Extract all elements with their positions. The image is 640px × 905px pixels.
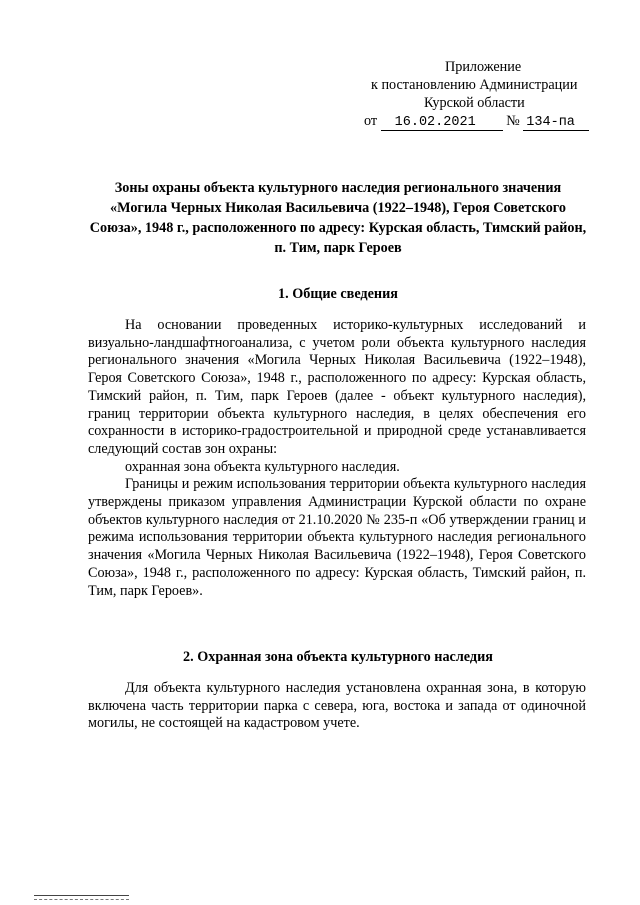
decree-date: 16.02.2021 (381, 115, 503, 131)
appendix-header (340, 58, 590, 131)
appendix-label: Приложение (445, 59, 522, 75)
paragraph: Границы и режим использования территории объекта культурного наследия утверждены приказом управления Администрации Курской области по охране объектов культурного наследия от 21.10.2020 № 235-п «Об утверждении границ и режима использования территории объекта культурного наследия регионального значения «Могила Черных Николая Васильевича (1922–1948), Героя Советского Союза», 1948 г., расположенного по адресу: Курская область, Тимский район, п. Тим, парк Героев». (88, 476, 586, 599)
section-2-body (88, 680, 586, 733)
date-prefix: от (364, 113, 378, 129)
appendix-decree-line: к постановлению Администрации (371, 77, 578, 93)
appendix-date-number-line (340, 112, 590, 131)
section-1-body (88, 317, 586, 600)
decree-number: 134-па (523, 115, 589, 131)
paragraph: Для объекта культурного наследия установлена охранная зона, в которую включена часть территории парка с севера, юга, востока и запада от одиночной могилы, не состоящей на кадастровом учете. (88, 680, 586, 732)
paragraph: охранная зона объекта культурного наследия. (125, 458, 400, 475)
section-1-heading: 1. Общие сведения (278, 286, 398, 302)
document-title: Зоны охраны объекта культурного наследия регионального значения «Могила Черных Николая Васильевича (1922–1948), Героя Советского Союза», 1948 г., расположенного по адресу: Курская область, Тимский район, п. Тим, парк Героев (89, 180, 587, 256)
number-prefix: № (506, 113, 520, 129)
footer-separator (34, 895, 129, 900)
appendix-region-line: Курской области (424, 95, 525, 111)
section-2-heading: 2. Охранная зона объекта культурного наследия (183, 649, 493, 665)
paragraph: На основании проведенных историко-культурных исследований и визуально-ландшафтногоанализа, с учетом роли объекта культурного наследия регионального значения «Могила Черных Николая Васильевича (1922–1948), Героя Советского Союза», 1948 г., расположенного по адресу: Курская область, Тимский район, п. Тим, парк Героев (далее - объект культурного наследия), границ территории объекта культурного наследия, в целях обеспечения его сохранности в историко-градостроительной и природной среде устанавливается следующий состав зон охраны: (88, 317, 586, 457)
